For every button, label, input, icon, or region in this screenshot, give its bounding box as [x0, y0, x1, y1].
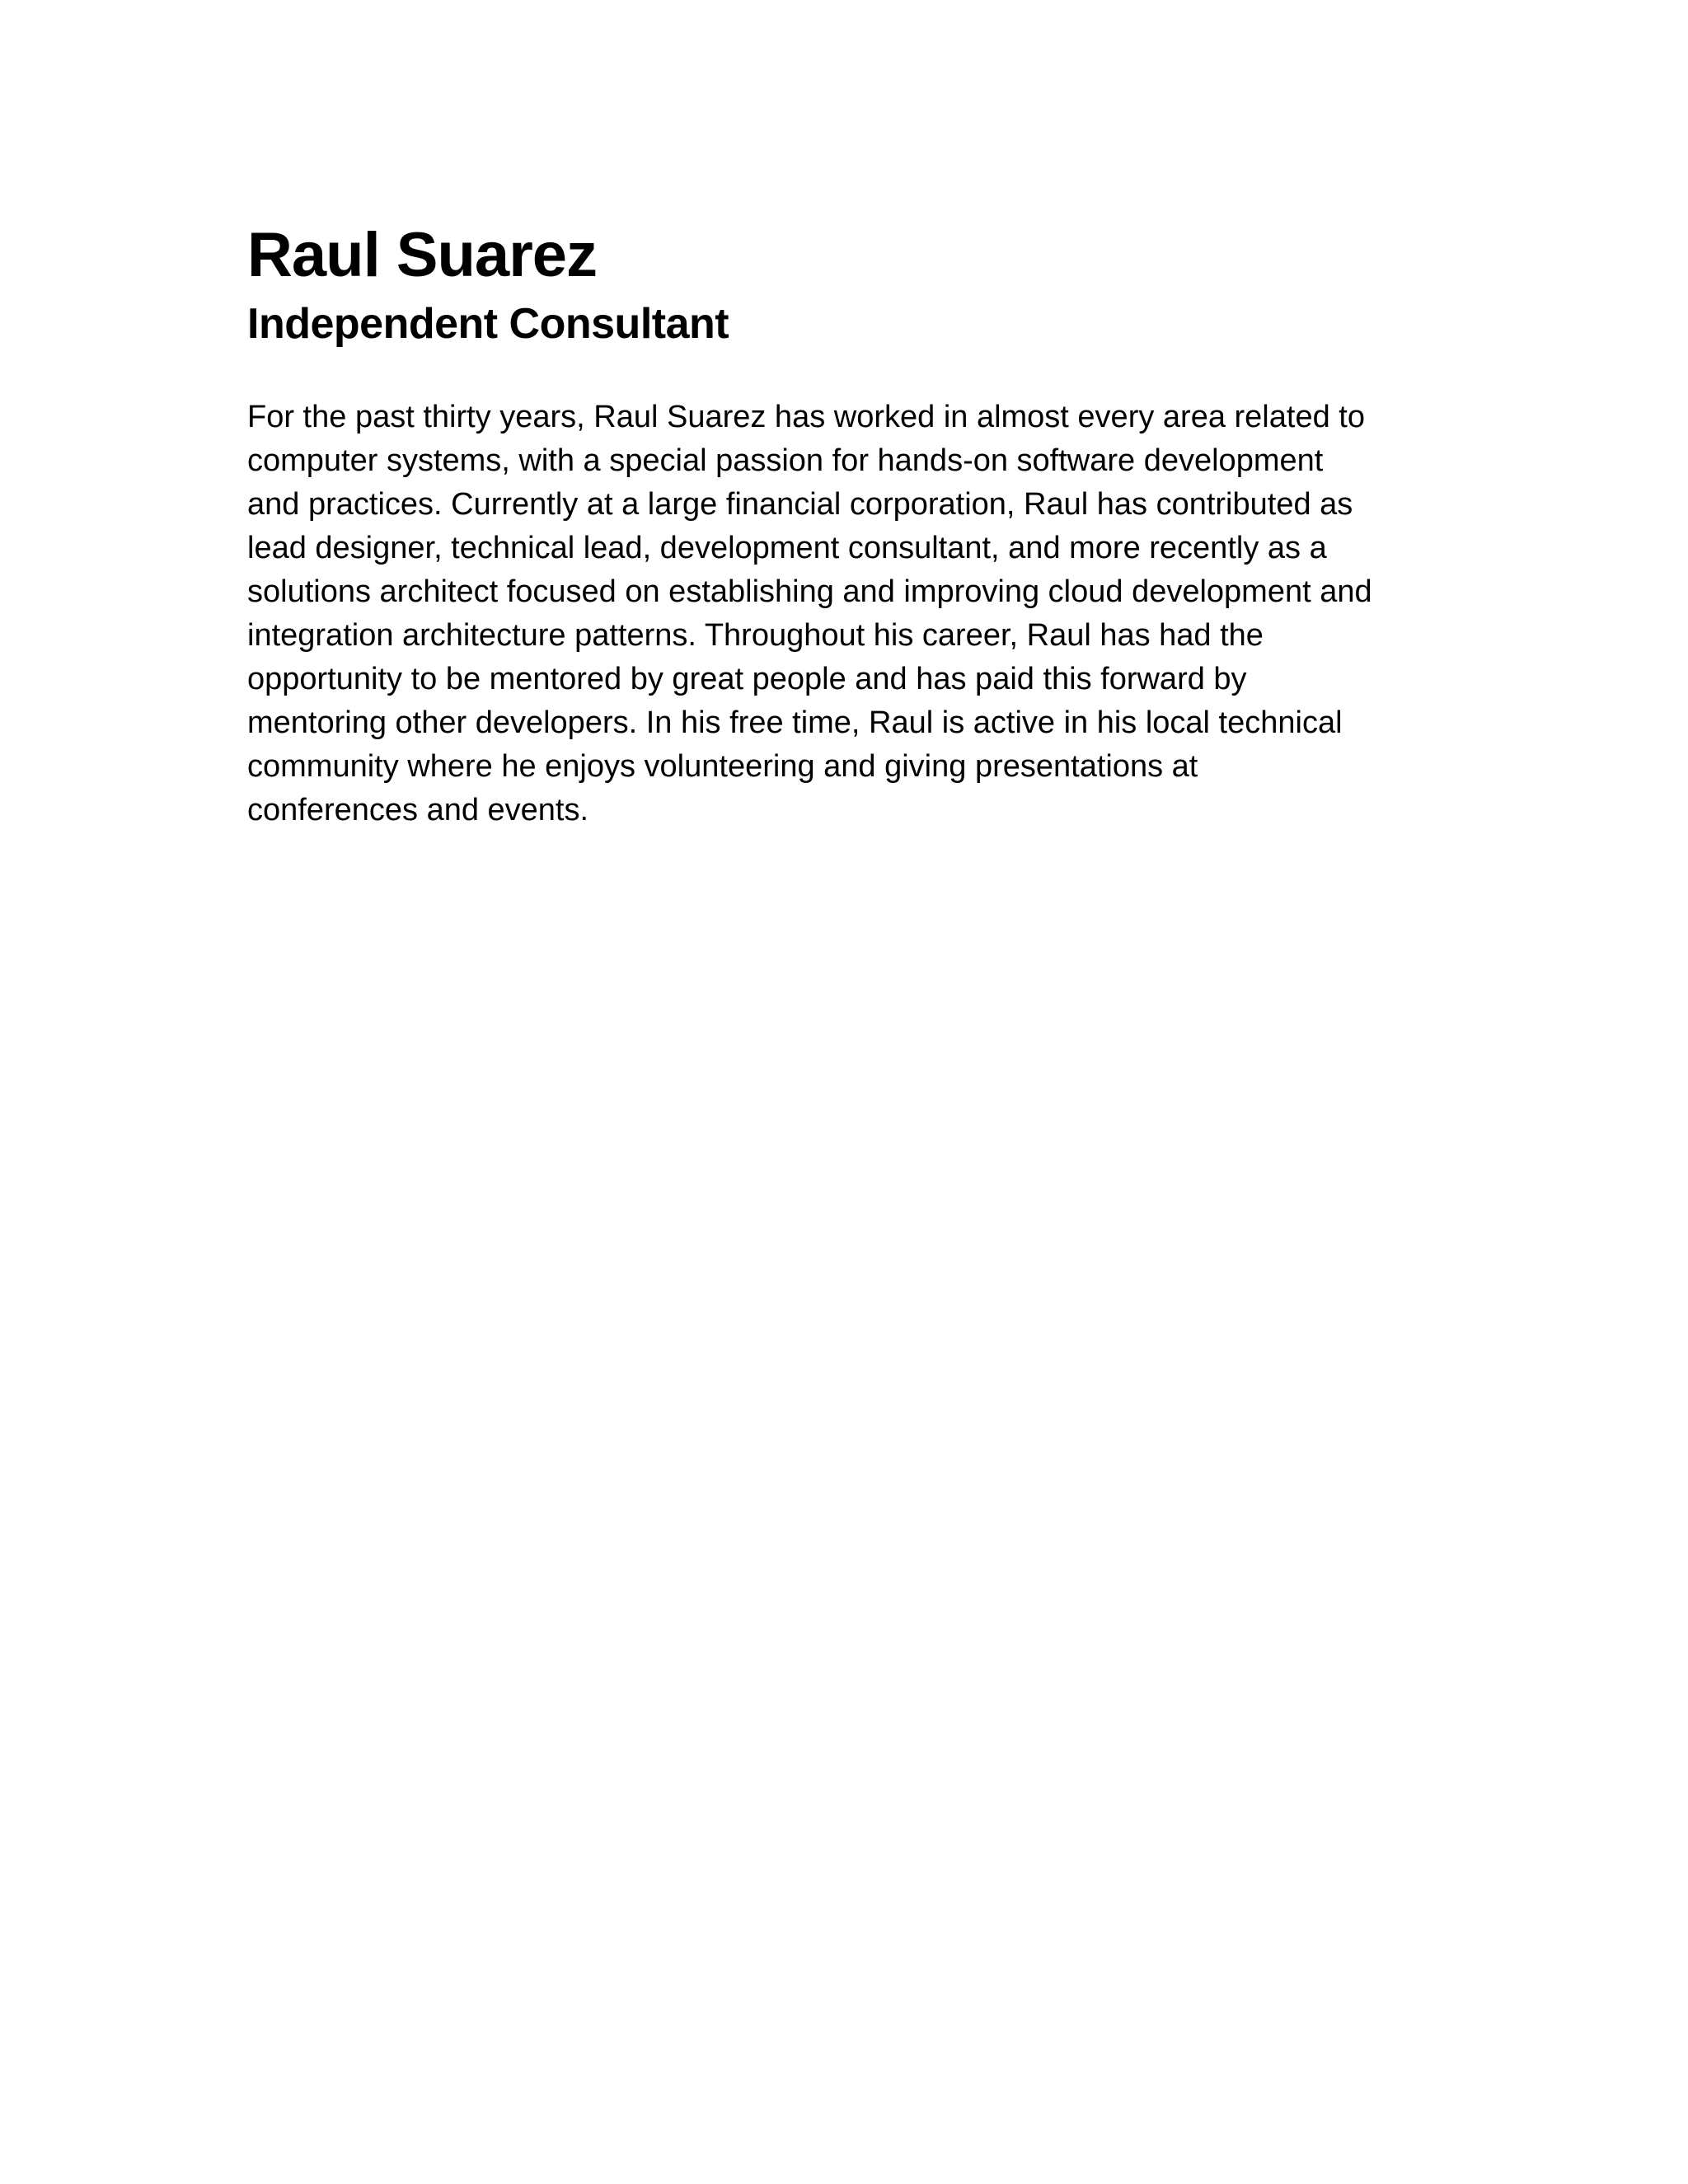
bio-line: and practices. Currently at a large financial corporation, Raul has contributed as	[247, 487, 1353, 522]
speaker-name: Raul Suarez	[247, 220, 598, 290]
bio-paragraph	[247, 396, 1451, 832]
bio-line: solutions architect focused on establishing and improving cloud development and	[247, 574, 1372, 609]
bio-line: computer systems, with a special passion for hands-on software development	[247, 443, 1324, 478]
bio-line: For the past thirty years, Raul Suarez has worked in almost every area related to	[247, 400, 1365, 434]
speaker-role: Independent Consultant	[247, 300, 729, 348]
bio-line: integration architecture patterns. Throughout his career, Raul has had the	[247, 618, 1264, 653]
bio-line: community where he enjoys volunteering and giving presentations at	[247, 749, 1198, 784]
bio-line: opportunity to be mentored by great people and has paid this forward by	[247, 662, 1247, 696]
bio-line: conferences and events.	[247, 793, 589, 827]
bio-line: mentoring other developers. In his free time, Raul is active in his local technical	[247, 705, 1343, 740]
bio-line: lead designer, technical lead, development consultant, and more recently as a	[247, 531, 1327, 565]
speaker-bio	[247, 216, 1451, 832]
